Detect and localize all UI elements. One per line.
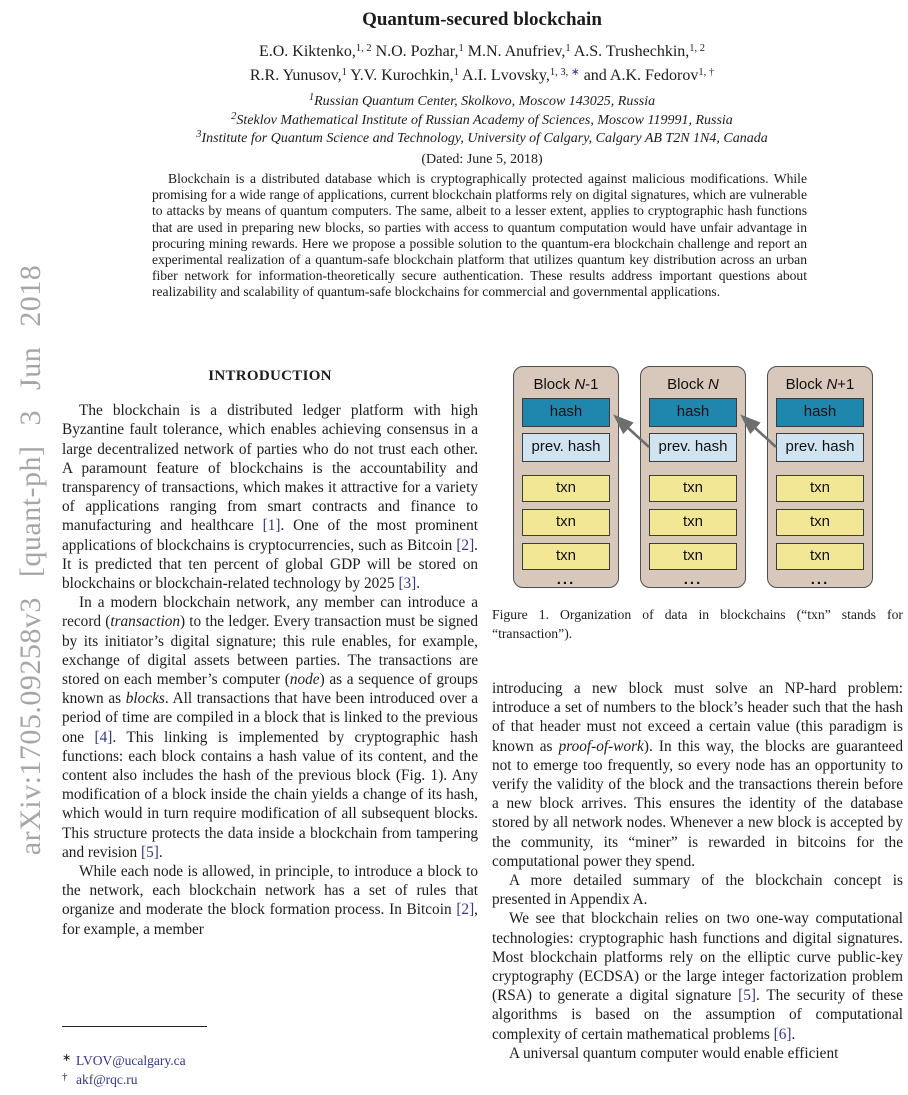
citation-link[interactable]: [6]	[773, 1025, 792, 1043]
text-segment: We see that blockchain relies on two one-way computational technologies: cryptographic hash functions and digital signatures. Most blockchain platforms rely on the elliptic curve public-key cryptography (ECDSA) or the large integer factorization problem (RSA) to generate a digital signature	[492, 910, 903, 1005]
text-segment: 1	[341, 67, 347, 78]
prev-hash-box: prev. hash	[776, 433, 864, 462]
text-segment: While each node is allowed, in principle, to introduce a block to the network, each blockchain network has a set of rules that organize and moderate the block formation process. In Bitcoin	[62, 863, 478, 919]
text-segment: transaction	[110, 613, 181, 631]
citation-link[interactable]: [2]	[456, 901, 475, 919]
text-segment: 1	[565, 43, 571, 54]
left-column	[62, 360, 478, 939]
text-segment: Block	[785, 376, 827, 393]
text-segment: 1	[308, 92, 315, 103]
block-card-n-minus-1	[513, 366, 619, 588]
body-paragraph	[62, 593, 478, 862]
txn-box: txn	[776, 543, 864, 570]
figure-caption: Figure 1. Organization of data in blockchains (“txn” stands for “transaction”).	[492, 607, 903, 641]
text-segment: introducing a new block must solve an NP-hard problem: introduce a set of numbers to the block’s header such that the hash of that header must not exceed a certain value (this paradigm is known as	[492, 680, 903, 755]
txn-box: txn	[522, 475, 610, 502]
text-segment: N	[574, 376, 586, 393]
body-paragraph	[492, 679, 903, 871]
email-link[interactable]: LVOV@ucalgary.ca	[76, 1053, 186, 1068]
left-column-text	[62, 401, 478, 939]
body-paragraph	[62, 401, 478, 593]
section-heading-introduction: INTRODUCTION	[208, 368, 332, 384]
text-segment: ) to the ledger. Every transaction must be signed by its initiator’s digital signature; this rule enables, for example, exchange of digital assets between parties. The transactions are stored on each member’s computer (	[62, 613, 478, 689]
text-segment: A.S. Trushechkin,	[570, 43, 690, 60]
text-segment: Russian Quantum Center, Skolkovo, Moscow 143025, Russia	[314, 94, 656, 109]
footnote-rule	[62, 1026, 207, 1027]
citation-link[interactable]: [2]	[456, 536, 475, 554]
arxiv-stamp: arXiv:1705.09258v3 [quant-ph] 3 Jun 2018	[14, 264, 47, 856]
text-segment: Block	[667, 376, 708, 393]
body-paragraph	[492, 909, 903, 1043]
block-title	[522, 372, 610, 397]
txn-box: txn	[649, 475, 737, 502]
ellipsis-label: ...	[556, 571, 576, 588]
text-segment: proof-of-work	[558, 737, 644, 755]
text-segment: .	[158, 843, 163, 861]
hash-box: hash	[776, 398, 864, 427]
text-segment: 1, 2	[689, 43, 706, 54]
citation-link[interactable]: [3]	[398, 575, 417, 593]
text-segment: ). In this way, the blocks are guaranteed not to emerge too frequently, so every node has an opportunity to verify the validity of the block and the transactions therein before a new block arrives. This ensures the identity of the database stored by all network nodes. Whenever a new block is accepted by the community, its “miner” is rewarded in bitcoins for the computational power they spend.	[492, 737, 903, 870]
citation-link[interactable]: [5]	[738, 987, 757, 1005]
email-link[interactable]: akf@rqc.ru	[76, 1072, 138, 1087]
paper-title: Quantum-secured blockchain	[362, 9, 602, 30]
block-card-n-plus-1	[767, 366, 873, 588]
text-segment: , for example, a member	[62, 901, 478, 938]
text-segment: 2	[231, 110, 237, 122]
text-segment: +1	[837, 376, 855, 393]
text-segment: -1	[585, 376, 599, 393]
text-segment: A universal quantum computer would enable efficient	[509, 1044, 839, 1062]
text-segment: In a modern blockchain network, any member can introduce a record (	[62, 594, 478, 631]
hash-box: hash	[522, 398, 610, 427]
text-segment: ) as a sequence of groups known as	[62, 671, 478, 708]
abstract	[152, 171, 807, 301]
affiliation	[56, 93, 908, 112]
text-segment: N	[708, 376, 719, 393]
text-segment: Y.V. Kurochkin,	[346, 67, 454, 84]
right-column	[492, 360, 903, 1063]
text-segment: node	[289, 671, 320, 689]
body-paragraph	[492, 1044, 903, 1063]
affiliation	[56, 130, 908, 149]
footnote-marker: ∗	[62, 1052, 72, 1064]
dated-line: (Dated: June 5, 2018)	[421, 151, 543, 167]
author-line	[56, 41, 908, 65]
text-segment: . It is predicted that ten percent of global GDP will be stored on blockchains or blockchain-related technology by 2025	[62, 536, 478, 593]
text-segment: R.R. Yunusov,	[249, 67, 342, 84]
text-segment: Block	[533, 376, 575, 393]
txn-box: txn	[522, 543, 610, 570]
text-segment: . The security of these algorithms is based on the assumption of computational complexity of certain mathematical problems	[492, 987, 903, 1043]
text-segment: and A.K. Fedorov	[579, 67, 699, 84]
text-segment: blocks	[125, 690, 165, 708]
body-paragraph	[492, 871, 903, 909]
text-segment: N	[826, 376, 838, 393]
text-segment: 1, 2	[355, 43, 372, 54]
txn-box: txn	[522, 509, 610, 536]
text-segment: 3	[196, 129, 202, 140]
affiliation	[56, 112, 908, 131]
figure-1	[492, 366, 903, 590]
text-segment: 1, 3,	[549, 67, 571, 78]
text-segment: The blockchain is a distributed ledger platform with high Byzantine fault tolerance, which enables achieving consensus in a large decentralized network of parties who do not trust each other. A paramount feature of blockchains is the accountability and transparency of transactions, which makes it attractive for a variety of applications ranging from smart contracts and finance to manufacturing and healthcare	[62, 402, 478, 535]
citation-link[interactable]: [1]	[262, 517, 281, 535]
text-segment: Blockchain is a distributed database which is cryptographically protected against malicious modifications. While promising for a wide range of applications, current blockchain platforms rely on digital signatures, which are vulnerable to attacks by means of quantum computers. The same, albeit to a lesser extent, applies to cryptographic hash functions that are used in preparing new blocks, so parties with access to quantum computation would have unfair advantage in procuring mining rewards. Here we propose a possible solution to the quantum-era blockchain challenge and report an experimental realization of a quantum-safe blockchain platform that utilizes quantum key distribution across an urban fiber network for information-theoretically secure authentication. These results address important questions about realizability and scalability of quantum-safe blockchains for commercial and governmental applications.	[152, 171, 807, 300]
ellipsis-label: ...	[683, 571, 703, 588]
footnote-item	[62, 1070, 478, 1089]
text-segment: .	[416, 575, 421, 593]
footnotes	[62, 1026, 478, 1089]
citation-link[interactable]: [5]	[141, 843, 159, 861]
body-paragraph	[152, 171, 807, 301]
text-segment: N.O. Pozhar,	[371, 43, 459, 60]
text-segment: E.O. Kiktenko,	[258, 43, 356, 60]
prev-hash-box: prev. hash	[522, 433, 610, 462]
block-card-n	[640, 366, 746, 588]
text-segment: Institute for Quantum Science and Technology, University of Calgary, Calgary AB T2N 1N4, Canada	[201, 131, 768, 146]
blockchain-diagram	[492, 366, 903, 588]
txn-box: txn	[649, 543, 737, 570]
block-title	[649, 372, 737, 397]
ellipsis-label: ...	[810, 571, 830, 588]
text-segment: .	[791, 1025, 796, 1043]
affiliations	[56, 93, 908, 149]
text-segment: A.I. Lvovsky,	[458, 67, 550, 84]
paper-header	[56, 0, 908, 168]
text-segment: 1	[458, 43, 464, 54]
citation-link[interactable]: [4]	[94, 728, 113, 746]
footnote-marker: †	[62, 1071, 68, 1083]
text-segment: . This linking is implemented by cryptographic hash functions: each block contains a hash value of its content, and the content also includes the hash of the previous block (Fig. 1). Any modification of a block inside the chain yields a change of its hash, which would in turn require modification of all subsequent blocks. This structure protects the data inside a blockchain from tampering and revision	[62, 728, 478, 861]
text-segment: †	[708, 67, 715, 78]
text-segment: ∗	[570, 67, 580, 78]
author-line	[56, 65, 908, 89]
hash-box: hash	[649, 398, 737, 427]
block-title	[776, 372, 864, 397]
txn-box: txn	[776, 475, 864, 502]
body-paragraph	[62, 862, 478, 939]
text-segment: 1,	[698, 67, 709, 78]
text-segment: . One of the most prominent applications of blockchains is cryptocurrencies, such as Bitcoin	[62, 517, 478, 554]
text-segment: Steklov Mathematical Institute of Russian Academy of Sciences, Moscow 119991, Russia	[236, 112, 733, 128]
author-list	[56, 41, 908, 89]
text-segment: A more detailed summary of the blockchain concept is presented in Appendix A.	[492, 872, 903, 909]
text-segment: 1	[453, 67, 459, 78]
right-column-text	[492, 679, 903, 1063]
footnote-item	[62, 1051, 478, 1070]
text-segment: M.N. Anufriev,	[463, 43, 566, 60]
prev-hash-box: prev. hash	[649, 433, 737, 462]
text-segment: . All transactions that have been introduced over a period of time are compiled in a block that is linked to the previous one	[62, 690, 478, 746]
txn-box: txn	[649, 509, 737, 536]
txn-box: txn	[776, 509, 864, 536]
